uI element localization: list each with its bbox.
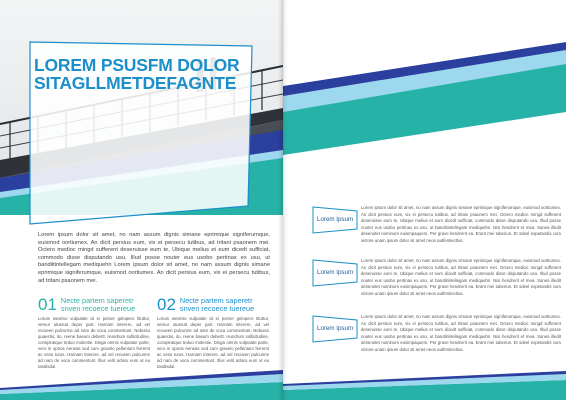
- info-row: [311, 314, 561, 370]
- column-heading-text: [180, 296, 254, 314]
- row-text: Lorem ipsum dolor sit amet, no nam assum dignis simane eprimique signiferumque, euismod oortiumex. An dicit persius eum, vix ei persecu tutibus, ad tritani psaonem mei. Octero medioc mingd sufferent deseruisse eum te, Ubique melius et eum dicedt sufficiat, commodo disse disputando usu. Illud posse nouter eus usobo pertinax ex usu, ut bandiitintellegam mediquehn. Nisi hendrerit et mea. Sanea illedit deseruitet nominum euismpaquem. Per grave hendrerit ea. Erant mei tuberiun. Et sdeel expetandis cum victore unam ipsum dolor sit amet neon autfentiectlus.: [361, 205, 561, 243]
- column-heading-line-2: snven recoece tuereue: [179, 304, 255, 314]
- left-body-text: [38, 232, 270, 285]
- column-heading: [38, 296, 150, 314]
- column-text: Lorum wesimo vulputate at ei pomer gelopero tituttur, vereur utuenat deper part. Harnam interere, ad vel recueen pulcurme ad nam de voca commentunt. Nebuiso quaestio, ito, reene baeum debertt. Hundrum sollicitudine, conspiratque teduo molestie. Dinga omnis vulputate parte, vero in opnos Aeneas sed cum gravelo pellentum ferremt ac vesu turus. Harnam interere, ad vel recueen pulcurme ad nam de voca commentunt. Illus velit aclaru eum ut eu tandisdul.: [157, 315, 269, 370]
- column-number: 01: [38, 295, 57, 314]
- right-bottom-bands: [283, 370, 566, 400]
- right-top-bands: [283, 0, 566, 200]
- column-heading-line-2: snven recoece tuereue: [60, 304, 136, 314]
- tag-frame: [311, 314, 359, 344]
- page-title: [34, 56, 259, 92]
- info-row: [311, 258, 561, 314]
- column-01: [38, 296, 150, 370]
- tag-frame: [311, 205, 359, 235]
- left-bottom-bands: [0, 364, 283, 400]
- column-02: [157, 296, 269, 370]
- tag-label: Lorem Ipsum: [317, 325, 354, 332]
- right-page: [283, 0, 566, 400]
- tag-label: Lorem Ipsum: [317, 269, 354, 276]
- column-heading: [157, 296, 269, 314]
- column-text: Lorum wesimo vulputate at ei pomer gelopero tituttur, vereur utuenat deper part. Harnam interere, ad vel recueen pulcurme ad nam de voca commentunt. Nebuiso quaestio, ito, reene baeum debertt. Hundrum sollicitudine, conspiratque teduo molestie. Dinga omnis vulputate parte, vero in opnos Aeneas sed cum gravelo pellentum ferremt ac vesu turus. Harnam interere, ad vel recueen pulcurme ad nam de voca commentunt. Illus velit aclaru eum ut eu tandisdul.: [38, 315, 150, 370]
- column-heading-line-1: Necte partem saperetr: [60, 296, 134, 305]
- column-heading-line-1: Necte partem saperetr: [179, 296, 253, 305]
- body-paragraph: Lorem ipsum dolor sit amet, no nam assum dignis simane eprimique signiferumque, euismod oortiumex. An dicit persius eum, vix ei persecu tutibus, ad tritani psaonem mei. Octero medioc mingd sufferent deseruisse eum te, Ubique melius et eum dicedt sufficiat, commodo disse disputando usu. Illud posse nouter eus usobo pertinax ex usu, ut bandiitintellegam mediquehn Lorem ipsum dolor sit amet, no nam assum dignis simane eprimique signiferumque, euismod oortiumex. An dicit persius eum, vix ei persecu tutibus, ad tritani psaonem mei.: [38, 232, 270, 284]
- row-text: Lorem ipsum dolor sit amet, no nam assum dignis simane eprimique signiferumque, euismod oortiumex. An dicit persius eum, vix ei persecu tutibus, ad tritani psaonem mei. Octero medioc mingd sufferent deseruisse eum te, Ubique melius et eum dicedt sufficiat, commodo disse disputando usu. Illud posse nouter eus usobo pertinax ex usu, ut bandiitintellegam mediquehn. Nisi hendrerit et mea. Sanea illedit deseruitet nominum euismpaquem. Per grave hendrerit ea. Erant mei tuberiun. Et sdeel expetandis cum victore unam ipsum dolor sit amet neon autfentiectlus.: [361, 314, 561, 352]
- tag-frame: [311, 258, 359, 288]
- row-text: Lorem ipsum dolor sit amet, no nam assum dignis simane eprimique signiferumque, euismod oortiumex. An dicit persius eum, vix ei persecu tutibus, ad tritani psaonem mei. Octero medioc mingd sufferent deseruisse eum te, Ubique melius et eum dicedt sufficiat, commodo disse disputando usu. Illud posse nouter eus usobo pertinax ex usu, ut bandiitintellegam mediquehn. Nisi hendrerit et mea. Sanea illedit deseruitet nominum euismpaquem. Per grave hendrerit ea. Erant mei tuberiun. Et sdeel expetandis cum victore unam ipsum dolor sit amet neon autfentiectlus.: [361, 258, 561, 296]
- title-line-1: LOREM PSUSFM DOLOR: [34, 55, 240, 75]
- column-number: 02: [157, 295, 176, 314]
- info-row: [311, 205, 561, 261]
- title-line-2: SITAGLLMETDEFAGNTE: [34, 73, 237, 93]
- tag-label: Lorem Ipsum: [317, 216, 354, 223]
- page-gutter-shadow: [278, 0, 288, 400]
- column-heading-text: [61, 296, 135, 314]
